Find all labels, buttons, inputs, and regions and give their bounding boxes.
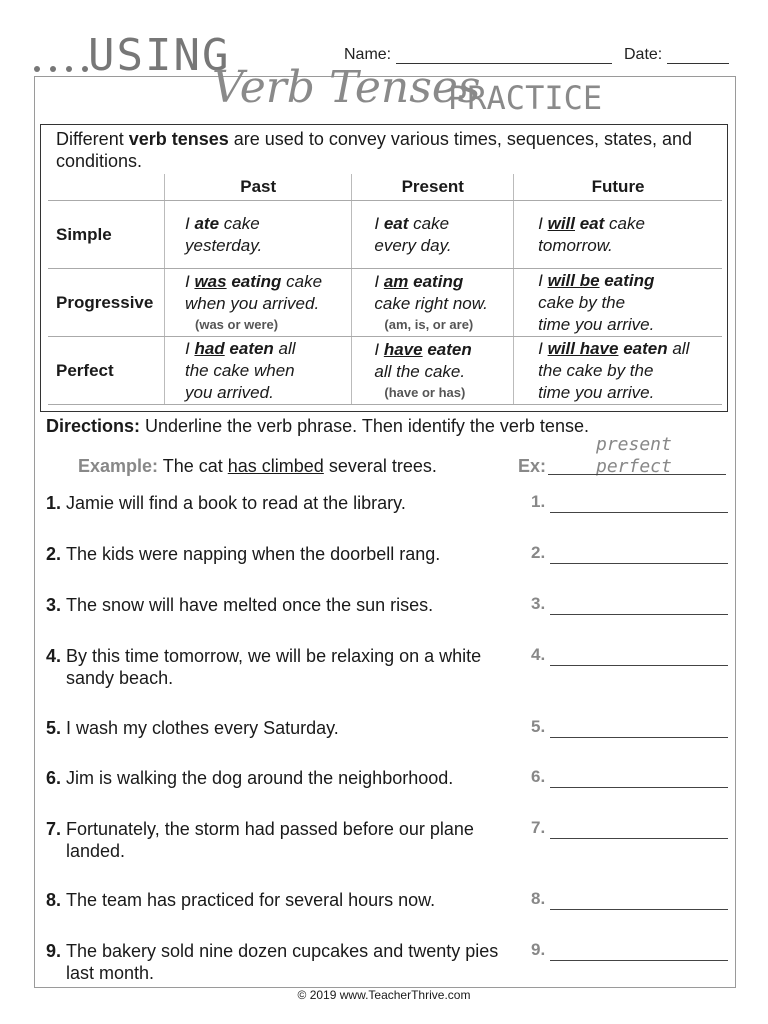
- row-label: Progressive: [48, 269, 165, 337]
- example-verb: has climbed: [227, 456, 324, 476]
- answer-line[interactable]: [550, 960, 728, 961]
- question-text: By this time tomorrow, we will be relaxing on a white sandy beach.: [66, 646, 482, 688]
- directions-text: Underline the verb phrase. Then identify the verb tense.: [140, 416, 589, 436]
- cell-verb: eaten: [422, 340, 472, 359]
- cell-post: cake: [604, 213, 645, 233]
- cell-verb: eating: [226, 272, 282, 291]
- question-text: The bakery sold nine dozen cupcakes and twenty pies last month.: [66, 941, 499, 983]
- answer-line[interactable]: [550, 665, 728, 666]
- question-item: [46, 492, 526, 514]
- table-cell: [352, 269, 514, 337]
- date-line[interactable]: [667, 49, 729, 64]
- cell-line3: you arrived.: [185, 382, 274, 402]
- cell-line3: time you arrive.: [538, 382, 655, 402]
- cell-verb: eaten: [618, 338, 668, 358]
- intro-prefix: Different: [56, 129, 129, 149]
- question-text: Jamie will find a book to read at the library.: [66, 493, 406, 513]
- example-answer-label: Ex:: [518, 456, 547, 476]
- title-practice: PRACTICE: [448, 79, 603, 117]
- name-line[interactable]: [396, 49, 612, 64]
- decorative-dots: [34, 66, 88, 72]
- question-text: I wash my clothes every Saturday.: [66, 718, 339, 738]
- cell-post: all: [273, 338, 296, 358]
- question-item: [46, 717, 526, 739]
- table-row: [48, 269, 722, 337]
- row-label: Simple: [48, 201, 165, 269]
- cell-verb-underlined: am: [383, 272, 409, 291]
- table-cell: [165, 201, 352, 269]
- cell-pre: I: [185, 213, 195, 233]
- table-cell: [514, 337, 722, 405]
- answer-number: 2.: [531, 543, 546, 562]
- question-number: 2.: [46, 544, 62, 564]
- header-past: Past: [165, 174, 352, 201]
- cell-hint: (have or has): [384, 385, 466, 400]
- question-number: 3.: [46, 595, 62, 615]
- question-number: 1.: [46, 493, 62, 513]
- question-number: 6.: [46, 768, 62, 788]
- table-cell: [352, 337, 514, 405]
- cell-line2: all the cake.: [374, 362, 466, 381]
- question-text: Jim is walking the dog around the neighborhood.: [66, 768, 454, 788]
- cell-pre: I: [538, 338, 548, 358]
- cell-pre: I: [185, 272, 195, 291]
- question-number: 8.: [46, 890, 62, 910]
- question-number: 5.: [46, 718, 62, 738]
- question-item: [46, 818, 526, 862]
- example-post: several trees.: [323, 456, 437, 476]
- directions: [46, 416, 589, 437]
- table-cell: [352, 201, 514, 269]
- question-text: The snow will have melted once the sun rises.: [66, 595, 434, 615]
- cell-verb-underlined: have: [383, 340, 423, 359]
- cell-verb: eaten: [224, 338, 274, 358]
- answer-number: 4.: [531, 645, 546, 664]
- cell-verb: eat: [383, 213, 409, 233]
- cell-post: cake: [408, 213, 450, 233]
- date-label: Date:: [624, 46, 663, 63]
- cell-verb: eating: [408, 272, 464, 291]
- cell-verb: eat: [575, 213, 605, 233]
- cell-pre: I: [374, 272, 384, 291]
- directions-label: Directions:: [46, 416, 141, 436]
- tense-table: [48, 174, 722, 405]
- cell-verb: ate: [194, 213, 220, 233]
- table-cell: [514, 269, 722, 337]
- cell-pre: I: [185, 338, 195, 358]
- cell-line2: cake right now.: [374, 294, 488, 313]
- cell-line2: the cake by the: [538, 360, 654, 380]
- question-item: [46, 889, 526, 911]
- answer-line[interactable]: [550, 512, 728, 513]
- example-label: Example:: [78, 456, 159, 476]
- cell-line2: tomorrow.: [538, 235, 613, 255]
- example-answer-line: [548, 474, 726, 475]
- cell-line2: every day.: [374, 235, 452, 255]
- question-item: [46, 594, 526, 616]
- cell-hint: (was or were): [195, 317, 279, 332]
- cell-line2: yesterday.: [185, 235, 263, 255]
- title-using: USING: [88, 30, 231, 81]
- header-future: Future: [514, 174, 722, 201]
- cell-line2: when you arrived.: [185, 294, 320, 313]
- question-number: 7.: [46, 819, 62, 839]
- question-text: The team has practiced for several hours now.: [66, 890, 436, 910]
- name-field[interactable]: [344, 46, 612, 64]
- table-corner: [48, 174, 165, 201]
- date-field[interactable]: [624, 46, 729, 64]
- cell-verb-underlined: was: [194, 272, 227, 291]
- cell-pre: I: [374, 340, 384, 359]
- example-pre: The cat: [158, 456, 228, 476]
- answer-number: 5.: [531, 717, 546, 736]
- table-cell: [165, 337, 352, 405]
- cell-line2: cake by the: [538, 292, 626, 312]
- answer-line[interactable]: [550, 737, 728, 738]
- cell-post: cake: [219, 213, 260, 233]
- example-answer-line2: perfect: [596, 456, 672, 477]
- question-text: Fortunately, the storm had passed before our plane landed.: [66, 819, 474, 861]
- intro-bold: verb tenses: [128, 129, 229, 149]
- cell-verb-underlined: had: [194, 338, 225, 358]
- answer-number: 1.: [531, 492, 546, 511]
- cell-post: cake: [281, 272, 323, 291]
- intro-rest: are used to convey various times, sequences, states, and conditions.: [56, 129, 693, 171]
- answer-number: 6.: [531, 767, 546, 786]
- table-row: [48, 201, 722, 269]
- example-answer-line1: present: [596, 434, 672, 455]
- answer-number: 3.: [531, 594, 546, 613]
- cell-verb: eating: [599, 270, 655, 290]
- answer-line[interactable]: [550, 563, 728, 564]
- cell-verb-underlined: will: [547, 213, 575, 233]
- cell-verb-underlined: will be: [547, 270, 600, 290]
- example-sentence: [78, 456, 437, 477]
- question-text: The kids were napping when the doorbell rang.: [66, 544, 441, 564]
- cell-line2: the cake when: [185, 360, 295, 380]
- answer-line[interactable]: [550, 909, 728, 910]
- cell-post: all: [667, 338, 690, 358]
- table-cell: [165, 269, 352, 337]
- table-row: [48, 337, 722, 405]
- question-number: 9.: [46, 941, 62, 961]
- row-label: Perfect: [48, 337, 165, 405]
- answer-line[interactable]: [550, 838, 728, 839]
- footer-copyright: © 2019 www.TeacherThrive.com: [297, 988, 471, 1002]
- table-cell: [514, 201, 722, 269]
- cell-pre: I: [374, 213, 384, 233]
- answer-line[interactable]: [550, 614, 728, 615]
- question-item: [46, 767, 526, 789]
- intro-text: [56, 128, 696, 172]
- question-item: [46, 543, 526, 565]
- header-present: Present: [352, 174, 514, 201]
- cell-hint: (am, is, or are): [384, 317, 474, 332]
- cell-pre: I: [538, 270, 548, 290]
- question-number: 4.: [46, 646, 62, 666]
- cell-line3: time you arrive.: [538, 314, 655, 334]
- title-verb-tenses: Verb Tenses: [212, 62, 481, 113]
- question-item: [46, 645, 526, 689]
- name-label: Name:: [344, 46, 392, 63]
- answer-line[interactable]: [550, 787, 728, 788]
- question-item: [46, 940, 526, 984]
- answer-number: 7.: [531, 818, 546, 837]
- cell-verb-underlined: will have: [547, 338, 619, 358]
- cell-pre: I: [538, 213, 548, 233]
- answer-number: 8.: [531, 889, 546, 908]
- answer-number: 9.: [531, 940, 546, 959]
